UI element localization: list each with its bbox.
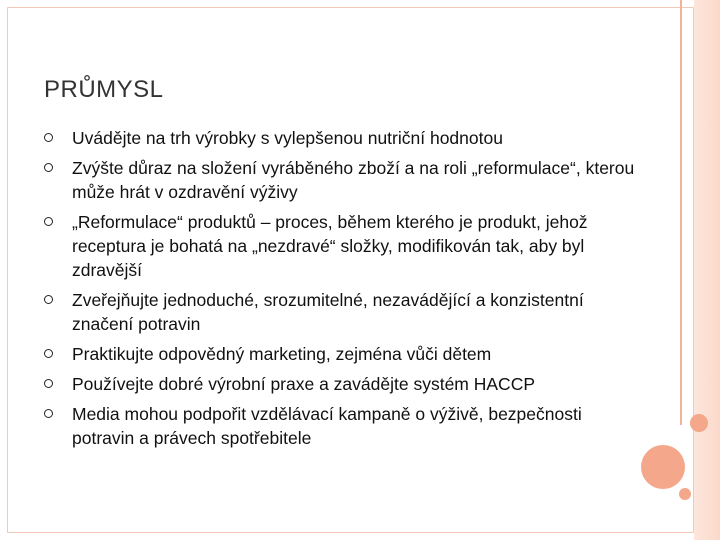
bullet-text: Zvýšte důraz na složení vyráběného zboží a na roli „reformulace“, kterou může hrát v ozdravění výživy: [72, 158, 635, 202]
hollow-circle-bullet-icon: [44, 163, 53, 172]
bullet-text: Používejte dobré výrobní praxe a zavádějte systém HACCP: [72, 374, 535, 394]
hollow-circle-bullet-icon: [44, 379, 53, 388]
bullet-text: Media mohou podpořit vzdělávací kampaně o výživě, bezpečnosti potravin a právech spotřebitele: [72, 404, 582, 448]
hollow-circle-bullet-icon: [44, 133, 53, 142]
bullet-text: Zveřejňujte jednoduché, srozumitelné, nezavádějící a konzistentní značení potravin: [72, 290, 584, 334]
bullet-text: „Reformulace“ produktů – proces, během kterého je produkt, jehož receptura je bohatá na „nezdravé“ složky, modifikován tak, aby byl zdravější: [72, 212, 588, 280]
decorative-large-circle: [641, 445, 685, 489]
bullet-text: Praktikujte odpovědný marketing, zejména vůči dětem: [72, 344, 492, 364]
bullet-item: [44, 210, 644, 282]
decorative-vertical-line: [680, 0, 682, 425]
slide-title: PRŮMYSL: [44, 76, 164, 103]
hollow-circle-bullet-icon: [44, 217, 53, 226]
bullet-list: [44, 126, 644, 456]
hollow-circle-bullet-icon: [44, 295, 53, 304]
bullet-item: [44, 288, 644, 336]
bullet-item: [44, 126, 644, 150]
bullet-text: Uvádějte na trh výrobky s vylepšenou nutriční hodnotou: [72, 128, 503, 148]
bullet-item: [44, 342, 644, 366]
bullet-item: [44, 156, 644, 204]
decorative-tiny-circle: [679, 488, 691, 500]
hollow-circle-bullet-icon: [44, 409, 53, 418]
decorative-small-circle: [690, 414, 708, 432]
bullet-item: [44, 402, 644, 450]
decorative-side-band: [694, 0, 720, 540]
bullet-item: [44, 372, 644, 396]
hollow-circle-bullet-icon: [44, 349, 53, 358]
